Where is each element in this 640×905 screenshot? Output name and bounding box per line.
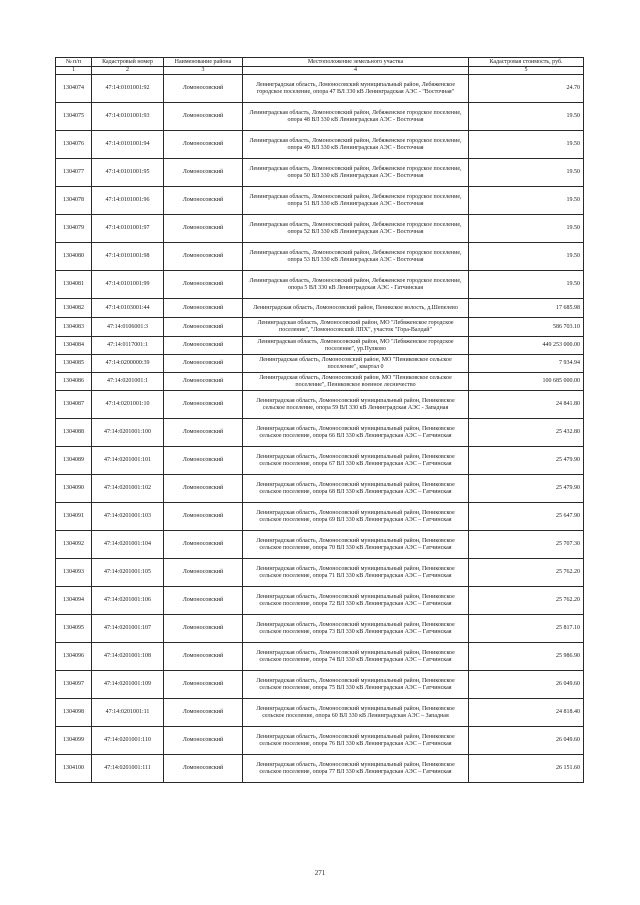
table-row: [56, 615, 584, 643]
cadastral-number: 47:14:0201001:11: [92, 699, 164, 727]
land-location: Ленинградская область, Ломоносовский муниципальный район, Пениковское сельское поселение, опора 59 ВЛ 330 кВ Ленинградская АЭС - Западная: [243, 391, 469, 419]
land-location: Ленинградская область, Ломоносовский муниципальный район, Пениковское сельское поселение, опора 73 ВЛ 330 кВ Ленинградская АЭС – Гатчинская: [243, 615, 469, 643]
land-location: Ленинградская область, Ломоносовский район, Лебяженское городское поселение, опора 53 ВЛ 330 кВ Ленинградская АЭС - Восточная: [243, 243, 469, 271]
table-row: [56, 373, 584, 391]
district-name: Ломоносовский: [164, 131, 243, 159]
table-row: [56, 419, 584, 447]
district-name: Ломоносовский: [164, 587, 243, 615]
cadastral-value: 100 685 000.00: [469, 373, 584, 391]
table-row: [56, 187, 584, 215]
cadastral-value: 25 432.80: [469, 419, 584, 447]
row-number: 1304100: [56, 755, 92, 783]
table-row: [56, 391, 584, 419]
district-name: Ломоносовский: [164, 643, 243, 671]
row-number: 1304090: [56, 475, 92, 503]
district-name: Ломоносовский: [164, 699, 243, 727]
cadastral-number: 47:14:0201001:101: [92, 447, 164, 475]
row-number: 1304099: [56, 727, 92, 755]
cadastral-value: 24.70: [469, 75, 584, 103]
district-name: Ломоносовский: [164, 215, 243, 243]
table-row: [56, 727, 584, 755]
cadastral-number: 47:14:0117001:1: [92, 337, 164, 355]
cadastral-number: 47:14:0106001:3: [92, 318, 164, 337]
district-name: Ломоносовский: [164, 299, 243, 318]
row-number: 1304097: [56, 671, 92, 699]
land-location: Ленинградская область, Ломоносовский муниципальный район, Пениковское сельское поселение, опора 69 ВЛ 330 кВ Ленинградская АЭС – Гатчинская: [243, 503, 469, 531]
row-number: 1304077: [56, 159, 92, 187]
table-row: [56, 131, 584, 159]
column-number: 1: [56, 67, 92, 75]
district-name: Ломоносовский: [164, 503, 243, 531]
district-name: Ломоносовский: [164, 243, 243, 271]
row-number: 1304094: [56, 587, 92, 615]
land-location: Ленинградская область, Ломоносовский муниципальный район, Пениковское сельское поселение, опора 75 ВЛ 330 кВ Ленинградская АЭС – Гатчинская: [243, 671, 469, 699]
row-number: 1304078: [56, 187, 92, 215]
table-row: [56, 559, 584, 587]
land-location: Ленинградская область, Ломоносовский муниципальный район, Пениковское сельское поселение, опора 67 ВЛ 330 кВ Ленинградская АЭС – Гатчинская: [243, 447, 469, 475]
cadastral-number: 47:14:0201001:102: [92, 475, 164, 503]
table-row: [56, 587, 584, 615]
header-location: Местоположение земельного участка: [243, 58, 469, 67]
cadastral-value: 25 647.90: [469, 503, 584, 531]
district-name: Ломоносовский: [164, 318, 243, 337]
cadastral-value: 25 479.90: [469, 475, 584, 503]
cadastral-value: 19.50: [469, 187, 584, 215]
cadastral-number: 47:14:0101001:96: [92, 187, 164, 215]
column-number: 4: [243, 67, 469, 75]
district-name: Ломоносовский: [164, 271, 243, 299]
cadastral-value: 19.50: [469, 215, 584, 243]
table-header: [56, 58, 584, 75]
header-row: [56, 58, 584, 67]
cadastral-number: 47:14:0201001:105: [92, 559, 164, 587]
cadastral-value: 19.50: [469, 131, 584, 159]
table-row: [56, 75, 584, 103]
header-district: Наименование района: [164, 58, 243, 67]
cadastral-number: 47:14:0101001:92: [92, 75, 164, 103]
cadastral-number: 47:14:0101001:93: [92, 103, 164, 131]
row-number: 1304096: [56, 643, 92, 671]
cadastral-value: 25 986.90: [469, 643, 584, 671]
land-location: Ленинградская область, Ломоносовский муниципальный район, Пениковское сельское поселение, опора 70 ВЛ 330 кВ Ленинградская АЭС – Гатчинская: [243, 531, 469, 559]
table-row: [56, 337, 584, 355]
land-location: Ленинградская область, Ломоносовский район, Пеникское волость, д.Шепелево: [243, 299, 469, 318]
cadastral-number: 47:14:0201001:111: [92, 755, 164, 783]
cadastral-number: 47:14:0201001:100: [92, 419, 164, 447]
cadastral-number: 47:14:0101001:99: [92, 271, 164, 299]
column-number: 5: [469, 67, 584, 75]
district-name: Ломоносовский: [164, 355, 243, 373]
cadastral-number: 47:14:0201001:110: [92, 727, 164, 755]
land-location: Ленинградская область, Ломоносовский район, Лебяженское городское поселение, опора 49 ВЛ 330 кВ Ленинградская АЭС - Восточная: [243, 131, 469, 159]
district-name: Ломоносовский: [164, 727, 243, 755]
land-location: Ленинградская область, Ломоносовский муниципальный район, Лебяженское городское поселение, опора 47 ВЛ 330 кВ Ленинградская АЭС - "Восточная": [243, 75, 469, 103]
district-name: Ломоносовский: [164, 559, 243, 587]
header-value: Кадастровая стоимость, руб.: [469, 58, 584, 67]
land-location: Ленинградская область, Ломоносовский район, Лебяженское городское поселение, опора 48 ВЛ 330 кВ Ленинградская АЭС - Восточная: [243, 103, 469, 131]
land-location: Ленинградская область, Ломоносовский район, Лебяженское городское поселение, опора 5 ВЛ 330 кВ Ленинградская АЭС - Гатчинская: [243, 271, 469, 299]
district-name: Ломоносовский: [164, 671, 243, 699]
cadastral-number: 47:14:0201001:109: [92, 671, 164, 699]
district-name: Ломоносовский: [164, 755, 243, 783]
cadastral-number: 47:14:0201001:108: [92, 643, 164, 671]
district-name: Ломоносовский: [164, 75, 243, 103]
column-numbers-row: [56, 67, 584, 75]
district-name: Ломоносовский: [164, 447, 243, 475]
column-number: 2: [92, 67, 164, 75]
cadastral-value: 19.50: [469, 271, 584, 299]
table-row: [56, 755, 584, 783]
table-row: [56, 699, 584, 727]
land-location: Ленинградская область, Ломоносовский муниципальный район, Пениковское сельское поселение, опора 76 ВЛ 330 кВ Ленинградская АЭС – Гатчинская: [243, 727, 469, 755]
row-number: 1304075: [56, 103, 92, 131]
cadastral-number: 47:14:0101001:94: [92, 131, 164, 159]
row-number: 1304089: [56, 447, 92, 475]
row-number: 1304092: [56, 531, 92, 559]
district-name: Ломоносовский: [164, 337, 243, 355]
row-number: 1304074: [56, 75, 92, 103]
table-row: [56, 299, 584, 318]
row-number: 1304079: [56, 215, 92, 243]
land-location: Ленинградская область, Ломоносовский район, МО "Пениковское сельское поселение", Пениковское военное лесничество: [243, 373, 469, 391]
table-row: [56, 503, 584, 531]
district-name: Ломоносовский: [164, 419, 243, 447]
cadastral-value: 25 817.10: [469, 615, 584, 643]
table-row: [56, 318, 584, 337]
land-location: Ленинградская область, Ломоносовский муниципальный район, Пениковское сельское поселение, опора 77 ВЛ 330 кВ Ленинградская АЭС – Гатчинская: [243, 755, 469, 783]
cadastral-value: 25 762.20: [469, 559, 584, 587]
cadastral-number: 47:14:0201001:106: [92, 587, 164, 615]
land-location: Ленинградская область, Ломоносовский район, Лебяженское городское поселение, опора 50 ВЛ 330 кВ Ленинградская АЭС - Восточная: [243, 159, 469, 187]
row-number: 1304087: [56, 391, 92, 419]
table-row: [56, 215, 584, 243]
district-name: Ломоносовский: [164, 373, 243, 391]
cadastral-number: 47:14:0201001:103: [92, 503, 164, 531]
table-row: [56, 159, 584, 187]
land-location: Ленинградская область, Ломоносовский муниципальный район, Пениковское сельское поселение, опора 60 ВЛ 330 кВ Ленинградская АЭС – Западная: [243, 699, 469, 727]
row-number: 1304088: [56, 419, 92, 447]
header-cadastral: Кадастровый номер: [92, 58, 164, 67]
row-number: 1304081: [56, 271, 92, 299]
land-location: Ленинградская область, Ломоносовский район, МО "Лебяженское городское поселение", "Ломоносовский ЛПХ", участок "Гора-Валдай": [243, 318, 469, 337]
row-number: 1304080: [56, 243, 92, 271]
table-row: [56, 243, 584, 271]
district-name: Ломоносовский: [164, 615, 243, 643]
land-location: Ленинградская область, Ломоносовский район, МО "Лебяженское городское поселение", ур.Пулково: [243, 337, 469, 355]
cadastral-value: 19.50: [469, 103, 584, 131]
row-number: 1304086: [56, 373, 92, 391]
cadastral-table: [55, 57, 584, 783]
row-number: 1304085: [56, 355, 92, 373]
district-name: Ломоносовский: [164, 391, 243, 419]
table-row: [56, 671, 584, 699]
header-number: № п/п: [56, 58, 92, 67]
land-location: Ленинградская область, Ломоносовский муниципальный район, Пениковское сельское поселение, опора 66 ВЛ 330 кВ Ленинградская АЭС – Гатчинская: [243, 419, 469, 447]
cadastral-value: 17 685.98: [469, 299, 584, 318]
cadastral-number: 47:14:0103001:44: [92, 299, 164, 318]
land-location: Ленинградская область, Ломоносовский район, Лебяженское городское поселение, опора 51 ВЛ 330 кВ Ленинградская АЭС - Восточная: [243, 187, 469, 215]
land-location: Ленинградская область, Ломоносовский муниципальный район, Пениковское сельское поселение, опора 72 ВЛ 330 кВ Ленинградская АЭС – Гатчинская: [243, 587, 469, 615]
district-name: Ломоносовский: [164, 187, 243, 215]
cadastral-value: 19.50: [469, 159, 584, 187]
row-number: 1304076: [56, 131, 92, 159]
cadastral-number: 47:14:0101001:95: [92, 159, 164, 187]
table-row: [56, 271, 584, 299]
cadastral-number: 47:14:0201001:10: [92, 391, 164, 419]
row-number: 1304098: [56, 699, 92, 727]
land-location: Ленинградская область, Ломоносовский район, Лебяженское городское поселение, опора 52 ВЛ 330 кВ Ленинградская АЭС - Восточная: [243, 215, 469, 243]
cadastral-number: 47:14:0101001:98: [92, 243, 164, 271]
cadastral-value: 19.50: [469, 243, 584, 271]
row-number: 1304084: [56, 337, 92, 355]
table-row: [56, 103, 584, 131]
cadastral-value: 26 151.60: [469, 755, 584, 783]
row-number: 1304091: [56, 503, 92, 531]
district-name: Ломоносовский: [164, 531, 243, 559]
table-row: [56, 475, 584, 503]
cadastral-value: 586 703.10: [469, 318, 584, 337]
land-location: Ленинградская область, Ломоносовский муниципальный район, Пениковское сельское поселение, опора 71 ВЛ 330 кВ Ленинградская АЭС – Гатчинская: [243, 559, 469, 587]
row-number: 1304083: [56, 318, 92, 337]
column-number: 3: [164, 67, 243, 75]
row-number: 1304095: [56, 615, 92, 643]
row-number: 1304082: [56, 299, 92, 318]
cadastral-value: 26 049.60: [469, 727, 584, 755]
land-location: Ленинградская область, Ломоносовский район, МО "Пениковское сельское поселение", квартал 0: [243, 355, 469, 373]
table-row: [56, 531, 584, 559]
cadastral-value: 449 253 000.00: [469, 337, 584, 355]
district-name: Ломоносовский: [164, 475, 243, 503]
cadastral-number: 47:14:0101001:97: [92, 215, 164, 243]
cadastral-value: 25 762.20: [469, 587, 584, 615]
cadastral-number: 47:14:0201001:1: [92, 373, 164, 391]
cadastral-value: 24 841.80: [469, 391, 584, 419]
table-row: [56, 643, 584, 671]
cadastral-value: 26 049.60: [469, 671, 584, 699]
cadastral-number: 47:14:0201001:107: [92, 615, 164, 643]
district-name: Ломоносовский: [164, 103, 243, 131]
table-body: [56, 75, 584, 783]
row-number: 1304093: [56, 559, 92, 587]
land-location: Ленинградская область, Ломоносовский муниципальный район, Пениковское сельское поселение, опора 74 ВЛ 330 кВ Ленинградская АЭС – Гатчинская: [243, 643, 469, 671]
cadastral-value: 24 818.40: [469, 699, 584, 727]
table-row: [56, 447, 584, 475]
land-location: Ленинградская область, Ломоносовский муниципальный район, Пениковское сельское поселение, опора 68 ВЛ 330 кВ Ленинградская АЭС – Гатчинская: [243, 475, 469, 503]
page-number: 271: [314, 869, 326, 877]
table-row: [56, 355, 584, 373]
district-name: Ломоносовский: [164, 159, 243, 187]
cadastral-number: 47:14:0201001:104: [92, 531, 164, 559]
cadastral-number: 47:14:0200000:39: [92, 355, 164, 373]
cadastral-value: 25 707.30: [469, 531, 584, 559]
cadastral-value: 7 934.94: [469, 355, 584, 373]
cadastral-value: 25 479.90: [469, 447, 584, 475]
